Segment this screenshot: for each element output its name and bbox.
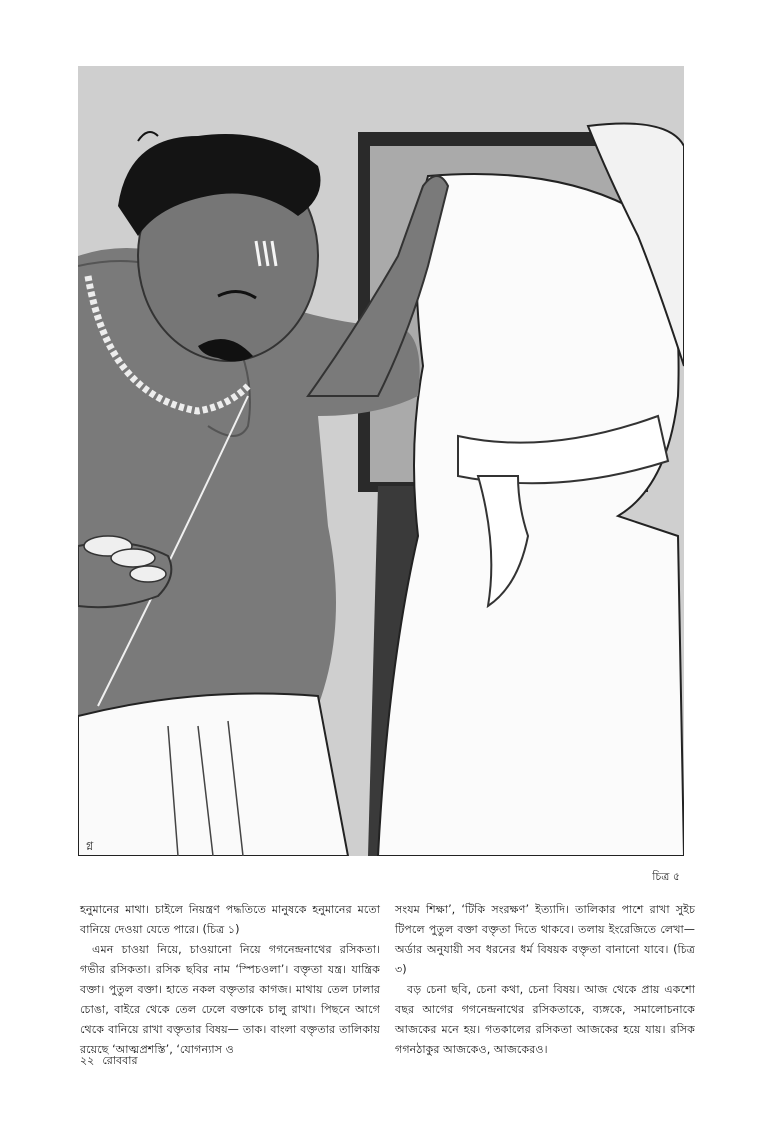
caricature-painting <box>78 66 684 856</box>
paragraph: হনুমানের মাথা। চাইলে নিয়ন্ত্রণ পদ্ধতিতে মানুষকে হনুমানের মতো বানিয়ে দেওয়া যেতে পারে। (চিত্র ১) <box>80 903 380 936</box>
page-number: ২২ <box>80 1054 95 1067</box>
illustration <box>78 66 684 856</box>
page-footer <box>80 1052 138 1071</box>
dhoti <box>78 694 348 857</box>
magazine-name: রোববার <box>102 1054 138 1067</box>
paragraph: সংযম শিক্ষা’, ‘টিকি সংরক্ষণ’ ইত্যাদি। তালিকার পাশে রাখা সুইচ টিপলে পুতুল বক্তা বক্তৃতা দিতে থাকবে। তলায় ইংরেজিতে লেখা— অর্ডার অনুযায়ী সব ধরনের ধর্ম বিষয়ক বক্তৃতা বানানো যাবে। (চিত্র ৩) <box>395 903 695 976</box>
figure-caption: চিত্র ৫ <box>652 870 680 883</box>
article-column-left <box>80 900 380 1060</box>
artist-signature: গ্ন <box>86 839 94 853</box>
paragraph: এমন চাওয়া নিয়ে, চাওয়ানো নিয়ে গগনেন্দ্রনাথের রসিকতা। গভীর রসিকতা। রসিক ছবির নাম ‘স্পিচওলা’। বক্তৃতা যন্ত্র। যান্ত্রিক বক্তা। পুতুল বক্তা। হাতে নকল বক্তৃতার কাগজ। মাথায় তেল ঢালার চোঙা, বাইরে থেকে তেল ঢেলে বক্তাকে চালু রাখা। পিছনে আগে থেকে বানিয়ে রাখা বক্তৃতার বিষয়— তাক। বাংলা বক্তৃতার তালিকায় রয়েছে ‘আত্মপ্রশস্তি’, ‘যোগন্যাস ও <box>80 943 380 1056</box>
article-column-right <box>395 900 695 1060</box>
paragraph: বড় চেনা ছবি, চেনা কথা, চেনা বিষয়। আজ থেকে প্রায় একশো বছর আগের গগনেন্দ্রনাথের রসিকতাকে, ব্যঙ্গকে, সমালোচনাকে আজকের মনে হয়। গতকালের রসিকতা আজকের হয়ে যায়। রসিক গগনঠাকুর আজকেও, আজকেরও। <box>395 983 695 1056</box>
